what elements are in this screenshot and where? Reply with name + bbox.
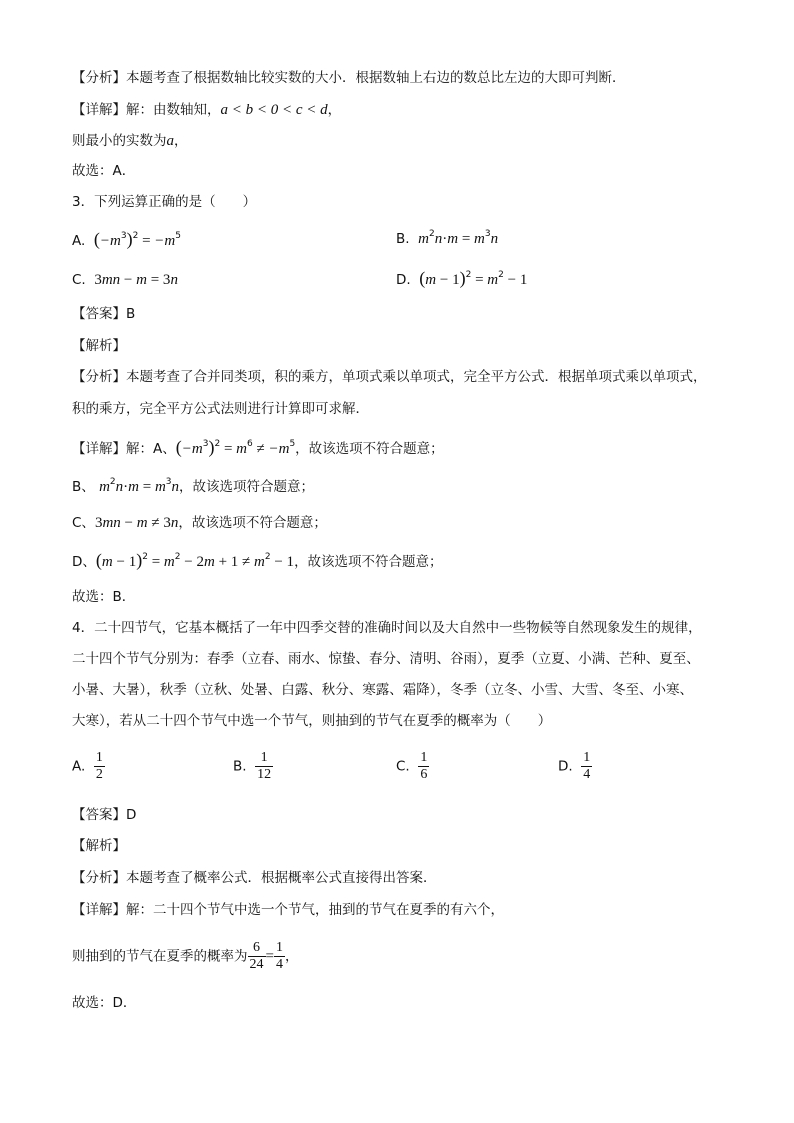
q4-option-a-label: A.: [72, 758, 86, 775]
q3-option-b: B. $m^2n\cdot m = m^3n$: [396, 229, 499, 247]
q4-option-b-den: 12: [257, 767, 272, 782]
q3-detail-b: B、 $m^2n\cdot m = m^3n$，故该选项符合题意；: [72, 477, 315, 495]
q4-option-d-den: 4: [583, 767, 591, 782]
q4-option-d-num: 1: [583, 750, 591, 765]
q4-probability-num-2: 1: [275, 940, 283, 955]
q2-detail: [72, 100, 341, 120]
q4-analysis: 【分析】本题考查了概率公式．根据概率公式直接得出答案．: [72, 870, 437, 886]
q3-option-d: D. $(m - 1)^2 = m^2 - 1$: [396, 268, 528, 288]
q4-probability: [72, 940, 298, 973]
q3-option-a: A. $(-m^3)^2 = -m^5$: [72, 229, 181, 249]
q3-detail-d: D、$(m - 1)^2 = m^2 - 2m + 1 \ne m^2 - 1$，故该选项不符合题意；: [72, 550, 443, 570]
q4-option-c-fraction: [418, 750, 429, 783]
q3-detail-c-prefix: C、: [72, 515, 95, 531]
q4-option-d-fraction: [581, 750, 592, 783]
q4-probability-den-1: 24: [249, 957, 264, 972]
q4-option-b-label: B.: [233, 758, 247, 775]
q4-option-d-label: D.: [558, 758, 573, 775]
q3-detail-a-suffix: ，故该选项不符合题意；: [295, 441, 444, 457]
q4-option-c-num: 1: [420, 750, 428, 765]
q4-detail: 【详解】解：二十四个节气中选一个节气，抽到的节气在夏季的有六个，: [72, 902, 504, 918]
q4-answer: 【答案】D: [72, 807, 137, 823]
q3-option-b-label: B.: [396, 231, 410, 247]
q4-probability-suffix: ，: [284, 948, 299, 965]
q4-stem-line2: 二十四个节气分别为：春季（立春、雨水、惊蛰、春分、清明、谷雨），夏季（立夏、小满、芒种、夏至、: [72, 651, 700, 667]
q4-option-a-num: 1: [95, 750, 103, 765]
q3-jiexi: 【解析】: [72, 338, 126, 354]
q4-probability-equals: =: [265, 948, 274, 965]
q4-option-b-num: 1: [255, 750, 273, 767]
q3-detail-b-suffix: ，故该选项符合题意；: [179, 479, 315, 495]
q4-option-c-den: 6: [420, 767, 428, 782]
q4-probability-fraction-1: [248, 940, 266, 973]
q3-option-c-label: C.: [72, 272, 86, 288]
q2-detail-prefix: 【详解】解：由数轴知，: [72, 102, 221, 118]
q3-option-a-label: A.: [72, 233, 86, 249]
q3-analysis-line2: 积的乘方，完全平方公式法则进行计算即可求解．: [72, 401, 369, 417]
q3-stem: 3．下列运算正确的是（ ）: [72, 194, 257, 210]
q4-probability-den-2: 4: [275, 957, 283, 972]
q4-stem-line3: 小暑、大暑），秋季（立秋、处暑、白露、秋分、寒露、霜降），冬季（立冬、小雪、大雪、冬至、小寒、: [72, 682, 693, 698]
q2-analysis: 【分析】本题考查了根据数轴比较实数的大小．根据数轴上右边的数总比左边的大即可判断．: [72, 70, 626, 86]
q3-analysis-line1: 【分析】本题考查了合并同类项，积的乘方，单项式乘以单项式，完全平方公式．根据单项式乘以单项式，: [72, 369, 707, 385]
q2-conclusion-prefix: 则最小的实数为: [72, 133, 167, 149]
q4-option-a-fraction: [94, 750, 105, 783]
q3-detail-a: 【详解】解：A、$(-m^3)^2 = m^6 \ne -m^5$，故该选项不符合题意；: [72, 437, 444, 457]
q4-jiexi: 【解析】: [72, 838, 126, 854]
q4-choice: 故选：D．: [72, 995, 137, 1011]
q4-stem-line4: 大寒），若从二十四个节气中选一个节气，则抽到的节气在夏季的概率为（ ）: [72, 713, 552, 729]
q2-detail-suffix: ，: [327, 102, 342, 118]
q2-detail-math: a < b < 0 < c < d: [220, 102, 328, 118]
q2-conclusion: [72, 131, 188, 151]
q4-option-c: [396, 750, 429, 783]
q3-detail-d-prefix: D、: [72, 554, 96, 570]
q4-option-d: [558, 750, 592, 783]
q3-option-d-label: D.: [396, 272, 411, 288]
q2-conclusion-suffix: ，: [174, 133, 188, 149]
q3-detail-a-prefix: 【详解】解：A、: [72, 441, 176, 457]
q4-stem-line1: 4．二十四节气，它基本概括了一年中四季交替的准确时间以及大自然中一些物候等自然现象发生的规律，: [72, 620, 702, 636]
q3-detail-c: C、3mn − m ≠ 3n，故该选项不符合题意；: [72, 515, 327, 531]
q4-probability-fraction-2: [274, 940, 285, 973]
q4-probability-prefix: 则抽到的节气在夏季的概率为: [72, 948, 248, 965]
q3-detail-b-prefix: B、: [72, 479, 95, 495]
q3-option-c: C. 3mn − m = 3n: [72, 272, 178, 288]
q4-option-a-den: 2: [95, 767, 103, 782]
q4-option-b-fraction: [255, 750, 273, 783]
q3-detail-c-suffix: ，故该选项不符合题意；: [178, 515, 327, 531]
q3-detail-d-suffix: ，故该选项不符合题意；: [294, 554, 443, 570]
q4-option-a: [72, 750, 105, 783]
q3-choice: 故选：B．: [72, 589, 136, 605]
q4-option-c-label: C.: [396, 758, 410, 775]
q3-answer: 【答案】B: [72, 306, 136, 322]
q4-option-b: [233, 750, 273, 783]
q4-probability-num-1: 6: [248, 940, 266, 957]
q2-choice: 故选：A．: [72, 163, 136, 179]
q2-conclusion-var: a: [166, 133, 174, 149]
